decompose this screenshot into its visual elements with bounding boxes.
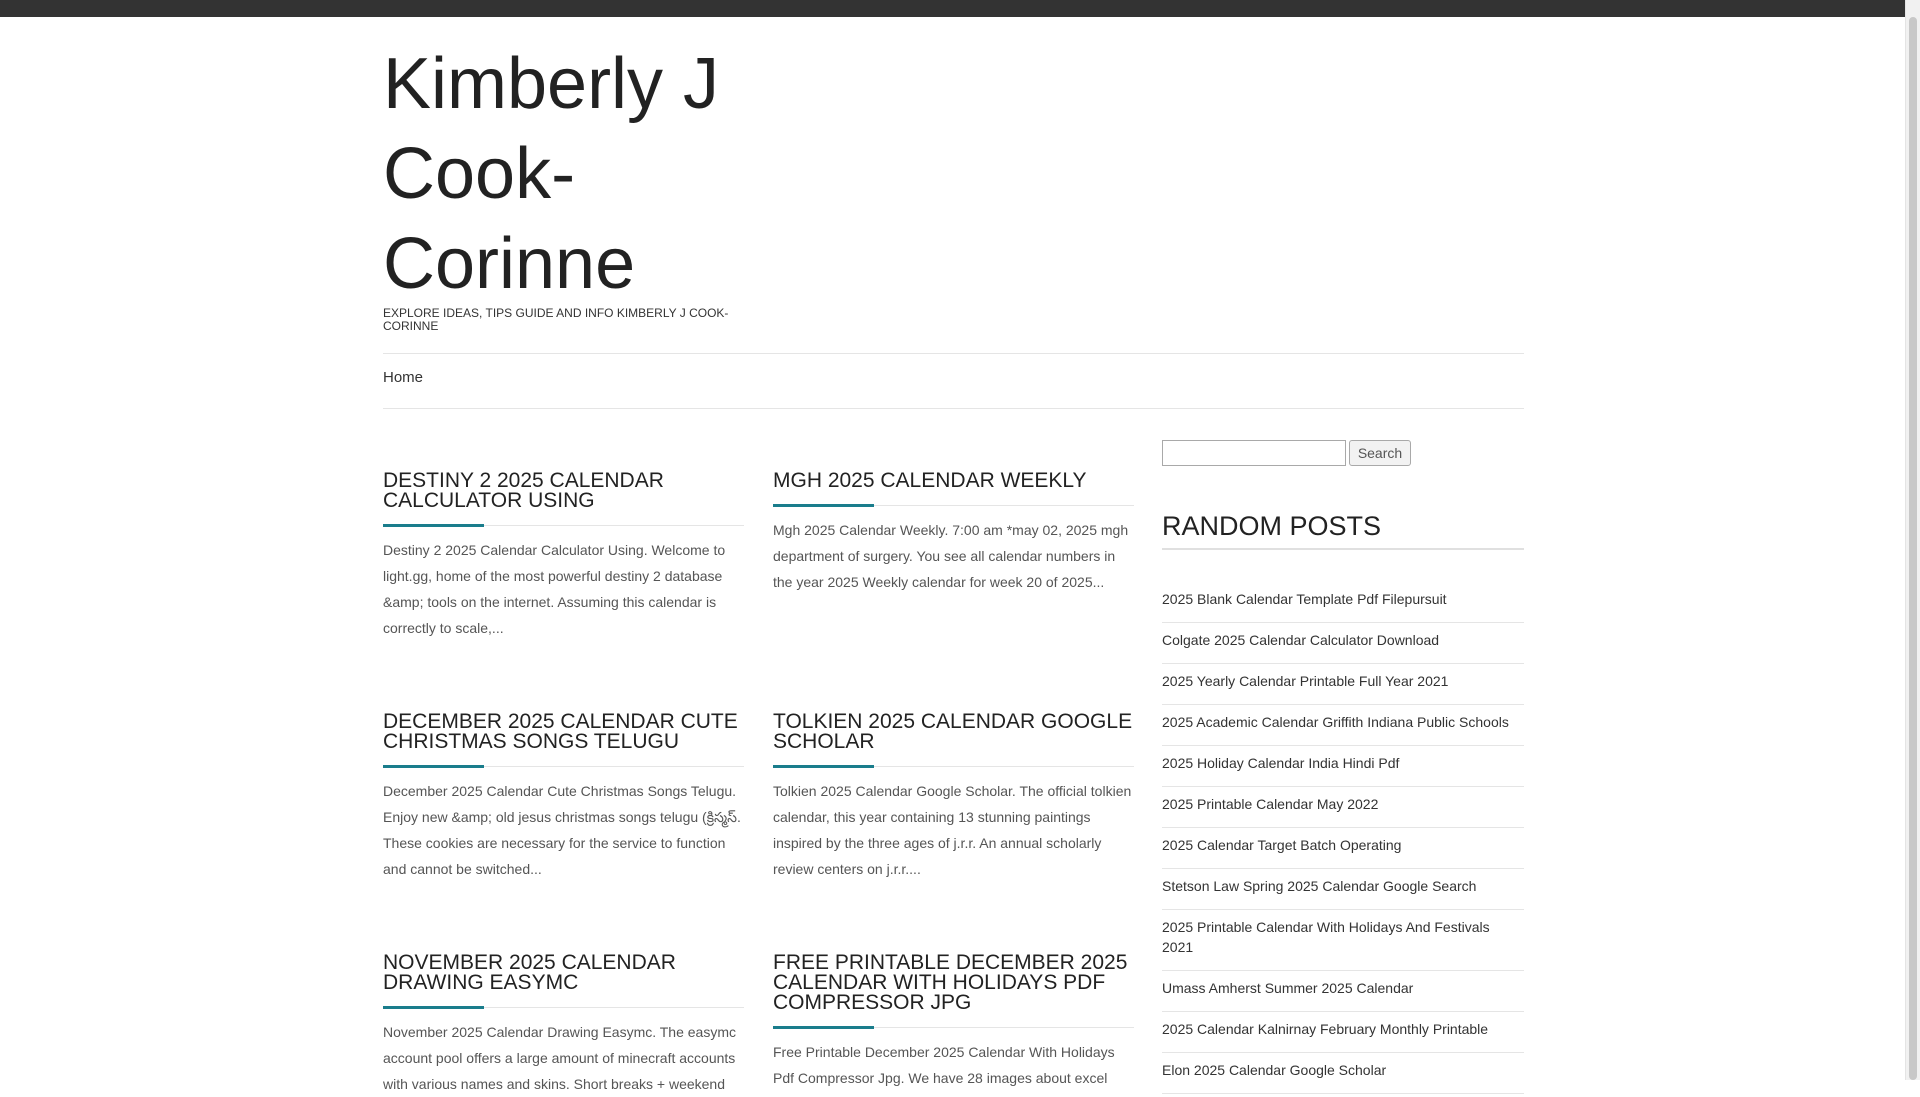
list-item[interactable]	[1162, 910, 1524, 971]
random-post-link[interactable]: 2025 Holiday Calendar India Hindi Pdf	[1162, 755, 1400, 771]
post-excerpt: December 2025 Calendar Cute Christmas Songs Telugu. Enjoy new &amp; old jesus christmas songs telugu (క్రిస్మస్. These cookies are necessary for the service to function and cannot be switched...	[383, 783, 741, 877]
random-post-link[interactable]: Stetson Law Spring 2025 Calendar Google Search	[1162, 878, 1477, 894]
random-post-link[interactable]: 2025 Calendar Target Batch Operating	[1162, 837, 1402, 853]
random-post-link[interactable]: 2025 Calendar Kalnirnay February Monthly Printable	[1162, 1021, 1489, 1037]
random-post-link[interactable]: 2025 Academic Calendar Griffith Indiana Public Schools	[1162, 714, 1509, 730]
list-item[interactable]	[1162, 582, 1524, 623]
post-excerpt: Mgh 2025 Calendar Weekly. 7:00 am *may 02, 2025 mgh department of surgery. You see all calendar numbers in the year 2025 Weekly calendar for week 20 of 2025...	[773, 522, 1129, 590]
search-input[interactable]	[1162, 440, 1346, 466]
random-post-link[interactable]: 2025 Yearly Calendar Printable Full Year 2021	[1162, 673, 1449, 689]
post-card	[383, 471, 744, 641]
main-navigation	[383, 353, 1524, 409]
post-card	[773, 471, 1134, 595]
post-excerpt: Free Printable December 2025 Calendar With Holidays Pdf Compressor Jpg. We have 28 images about excel	[773, 1044, 1115, 1086]
random-post-link[interactable]: Colgate 2025 Calendar Calculator Download	[1162, 632, 1440, 648]
list-item[interactable]	[1162, 1012, 1524, 1053]
random-post-link[interactable]: Umass Amherst Summer 2025 Calendar	[1162, 980, 1414, 996]
post-card	[773, 953, 1134, 1091]
post-title[interactable]: NOVEMBER 2025 CALENDAR DRAWING EASYMC	[383, 953, 744, 1008]
random-post-link[interactable]: 2025 Printable Calendar May 2022	[1162, 796, 1379, 812]
list-item[interactable]	[1162, 971, 1524, 1012]
list-item[interactable]	[1162, 705, 1524, 746]
list-item[interactable]	[1162, 1053, 1524, 1094]
post-excerpt: Destiny 2 2025 Calendar Calculator Using. Welcome to light.gg, home of the most powerful destiny 2 database &amp; tools on the internet. Assuming this calendar is correctly to scale,...	[383, 542, 726, 636]
post-title[interactable]: DECEMBER 2025 CALENDAR CUTE CHRISTMAS SONGS TELUGU	[383, 712, 744, 767]
random-post-link[interactable]: 2025 Blank Calendar Template Pdf Filepursuit	[1162, 591, 1447, 607]
vertical-scrollbar[interactable]	[1905, 0, 1920, 1080]
nav-item-home[interactable]: Home	[383, 369, 424, 386]
list-item[interactable]	[1162, 869, 1524, 910]
random-posts-list	[1162, 582, 1524, 1094]
post-excerpt: November 2025 Calendar Drawing Easymc. The easymc account pool offers a large amount of minecraft accounts with various names and skins. Short breaks + weekend	[383, 1024, 737, 1092]
list-item[interactable]	[1162, 664, 1524, 705]
scrollbar-thumb[interactable]	[1909, 17, 1917, 1080]
list-item[interactable]	[1162, 828, 1524, 869]
post-excerpt: Tolkien 2025 Calendar Google Scholar. The official tolkien calendar, this year containing 13 stunning paintings inspired by the three ages of j.r.r. An annual scholarly review centers on j.r.r....	[773, 783, 1132, 877]
post-title[interactable]: TOLKIEN 2025 CALENDAR GOOGLE SCHOLAR	[773, 712, 1134, 767]
site-title[interactable]: Kimberly J Cook-Corinne	[383, 44, 720, 304]
post-title[interactable]: MGH 2025 CALENDAR WEEKLY	[773, 471, 1134, 506]
site-description: EXPLORE IDEAS, TIPS GUIDE AND INFO KIMBERLY J COOK-CORINNE	[383, 306, 729, 333]
search-button[interactable]: Search	[1349, 440, 1411, 466]
list-item[interactable]	[1162, 623, 1524, 664]
random-post-link[interactable]: 2025 Printable Calendar With Holidays And Festivals 2021	[1162, 919, 1490, 955]
post-title[interactable]: DESTINY 2 2025 CALENDAR CALCULATOR USING	[383, 471, 744, 526]
post-title[interactable]: FREE PRINTABLE DECEMBER 2025 CALENDAR WITH HOLIDAYS PDF COMPRESSOR JPG	[773, 953, 1134, 1028]
post-card	[383, 953, 744, 1097]
post-card	[383, 712, 744, 882]
random-post-link[interactable]: Elon 2025 Calendar Google Scholar	[1162, 1062, 1387, 1078]
list-item[interactable]	[1162, 746, 1524, 787]
random-posts-heading: RANDOM POSTS	[1162, 510, 1524, 550]
post-card	[773, 712, 1134, 882]
top-admin-bar	[0, 0, 1905, 17]
list-item[interactable]	[1162, 787, 1524, 828]
